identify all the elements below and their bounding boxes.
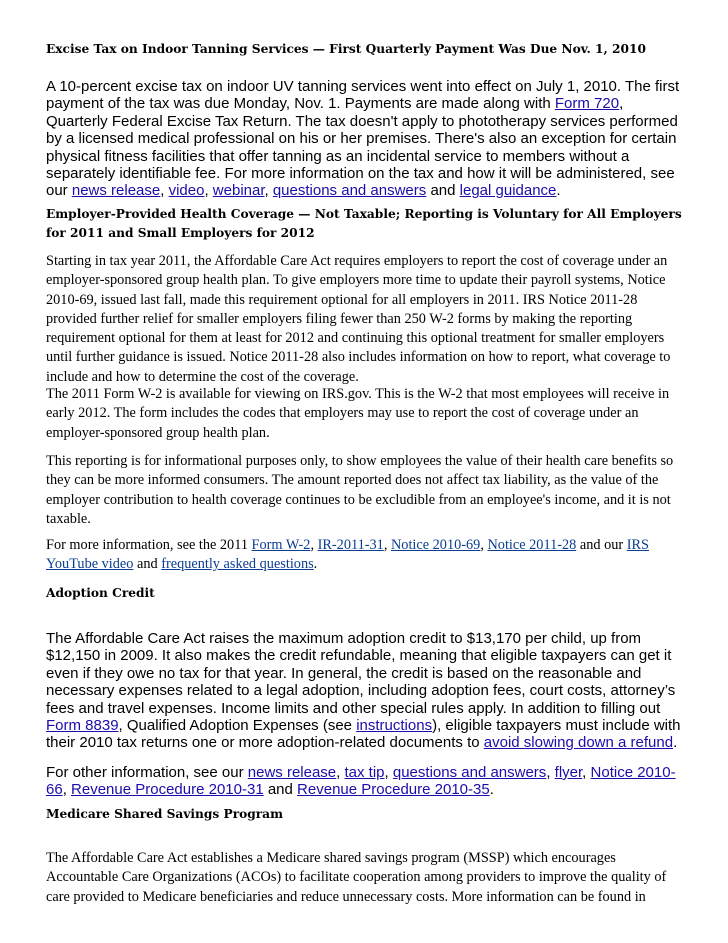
- form-720-link[interactable]: Form 720: [554, 95, 620, 113]
- notice-2010-69-link[interactable]: Notice 2010-69: [390, 537, 481, 553]
- notice-2011-28-link[interactable]: Notice 2011-28: [487, 537, 577, 553]
- faq-link[interactable]: frequently asked questions: [161, 556, 314, 573]
- irs-youtube-video-link[interactable]: IRS YouTube video: [46, 537, 649, 573]
- video-link[interactable]: video: [168, 182, 205, 200]
- rev-proc-2010-35-link[interactable]: Revenue Procedure 2010-35: [297, 781, 490, 799]
- ir-2011-31-link[interactable]: IR-2011-31: [317, 537, 384, 553]
- webinar-link[interactable]: webinar: [212, 182, 265, 200]
- adoption-paragraph: The Affordable Care Act raises the maximum adoption credit to $13,170 per child, up from $12,150 in 2009. It also makes the credit refundable, meaning that eligible taxpayers can get it even if they owe no tax for that year. In general, the credit is based on the reasonable and necessary expenses related to a legal adoption, including adoption fees, court costs, attorney’s fees and travel expenses. Income limits and other special rules apply. In addition to filling out Form 8839, Qualified Adoption Expenses (see instructions), eligible taxpayers must include with their 2010 tax returns one or more adoption-related documents to avoid slowing down a refund.: [46, 630, 681, 752]
- employer-paragraph-3: This reporting is for informational purposes only, to show employees the value of their health care benefits so they can be more informed consumers. The amount reported does not affect tax liability, as the value of the employer contribution to health coverage continues to be excludible from an employee's income, and it is not taxable.: [46, 453, 674, 527]
- questions-answers-link[interactable]: questions and answers: [272, 182, 427, 200]
- medicare-paragraph: The Affordable Care Act establishes a Medicare shared savings program (MSSP) which encourages Accountable Care Organizations (ACOs) to facilitate cooperation among providers to improve the quality of care provided to Medicare beneficiaries and reduce unnecessary costs. More information can be found in: [46, 850, 667, 905]
- adoption-more-info: For other information, see our news release, tax tip, questions and answers, flyer, Notice 2010-66, Revenue Procedure 2010-31 and Revenue Procedure 2010-35.: [46, 764, 676, 799]
- tanning-heading: Excise Tax on Indoor Tanning Services — First Quarterly Payment Was Due Nov. 1, 2010: [46, 42, 646, 56]
- adoption-qa-link[interactable]: questions and answers: [392, 764, 547, 781]
- employer-paragraph-1: Starting in tax year 2011, the Affordable Care Act requires employers to report the cost of coverage under an employer-sponsored group health plan. To give employers more time to update their payroll systems, Notice 2010-69, issued last fall, made this requirement optional for all employers in 2011. IRS Notice 2011-28 provided further relief for smaller employers filing fewer than 250 W-2 forms by making the reporting requirement optional for them at least for 2012 and continuing this optional treatment for smaller employers until further guidance is issued. Notice 2011-28 also includes information on how to report, what coverage to include and how to determine the cost of the coverage.: [46, 253, 671, 385]
- form-w2-link[interactable]: Form W-2: [251, 537, 311, 553]
- form-8839-link[interactable]: Form 8839: [46, 717, 119, 735]
- avoid-slowing-refund-link[interactable]: avoid slowing down a refund: [483, 734, 674, 752]
- tax-tip-link[interactable]: tax tip: [344, 764, 385, 781]
- medicare-heading: Medicare Shared Savings Program: [46, 807, 283, 821]
- notice-2010-66-link[interactable]: Notice 2010-66: [46, 764, 676, 799]
- instructions-link[interactable]: instructions: [356, 717, 433, 735]
- rev-proc-2010-31-link[interactable]: Revenue Procedure 2010-31: [71, 781, 264, 799]
- employer-paragraph-2: The 2011 Form W-2 is available for viewing on IRS.gov. This is the W-2 that most employees will receive in early 2012. The form includes the codes that employers may use to report the cost of coverage under an employer-sponsored group health plan.: [46, 386, 670, 441]
- legal-guidance-link[interactable]: legal guidance: [459, 182, 557, 200]
- flyer-link[interactable]: flyer: [554, 764, 583, 781]
- employer-heading: Employer-Provided Health Coverage — Not Taxable; Reporting is Voluntary for All Employers for 2011 and Small Employers for 2012: [46, 207, 682, 240]
- tanning-paragraph: A 10-percent excise tax on indoor UV tanning services went into effect on July 1, 2010. The first payment of the tax was due Monday, Nov. 1. Payments are made along with Form 720, Quarterly Federal Excise Tax Return. The tax doesn't apply to phototherapy services performed by a licensed medical professional on his or her premises. There's also an exception for certain physical fitness facilities that offer tanning as an incidental service to members without a separately identifiable fee. For more information on the tax and how it will be administered, see our news release, video, webinar, questions and answers and legal guidance.: [46, 78, 680, 200]
- adoption-heading: Adoption Credit: [46, 586, 155, 600]
- adoption-news-release-link[interactable]: news release: [247, 764, 337, 781]
- news-release-link[interactable]: news release: [71, 182, 161, 200]
- employer-paragraph-4: For more information, see the 2011 Form W-2, IR-2011-31, Notice 2010-69, Notice 2011-28 and our IRS YouTube video and frequently asked questions.: [46, 537, 649, 573]
